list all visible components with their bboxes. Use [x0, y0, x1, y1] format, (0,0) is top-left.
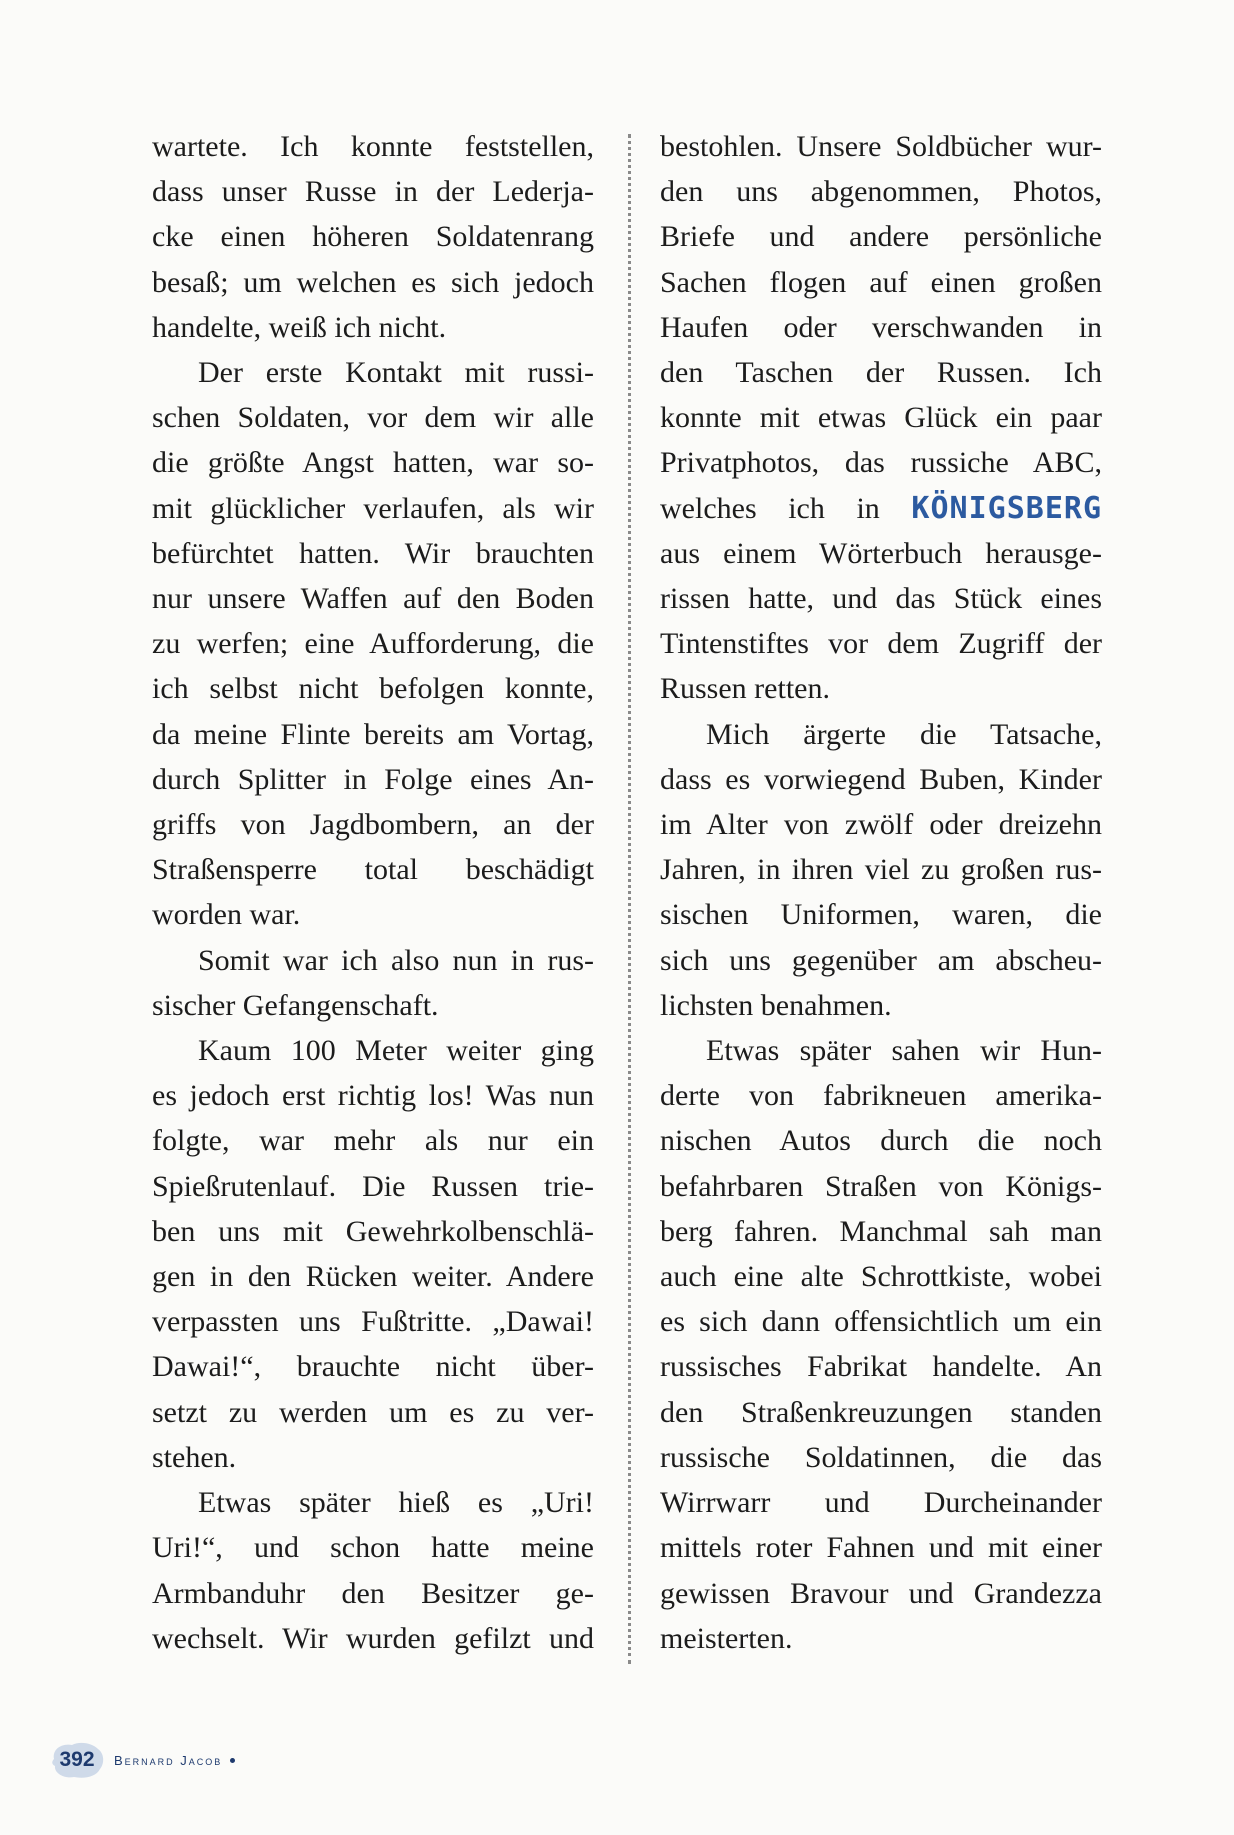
text-line: den Straßenkreuzungen standen	[660, 1395, 1102, 1429]
text-line: meisterten.	[660, 1621, 793, 1655]
text-line: sischer Gefangenschaft.	[152, 988, 439, 1022]
text-line: bestohlen. Unsere Soldbücher wur-	[660, 130, 1102, 163]
text-line: es sich dann offensichtlich um ein	[660, 1305, 1102, 1339]
text-line: Privatphotos, das russiche ABC,	[660, 446, 1102, 480]
text-line: Wirrwarr und Durcheinander	[660, 1486, 1102, 1520]
text-line: auch eine alte Schrottkiste, wobei	[660, 1260, 1102, 1294]
text-line: sischen Uniformen, waren, die	[660, 898, 1102, 932]
text-line: Dawai!“, brauchte nicht über-	[152, 1350, 594, 1384]
text-line: wechselt. Wir wurden gefilzt und	[152, 1621, 594, 1655]
text-line: derte von fabrikneuen amerika-	[660, 1079, 1102, 1113]
text-line: ich selbst nicht befolgen konnte,	[152, 672, 594, 706]
text-line: Mich ärgerte die Tatsache,	[706, 717, 1102, 751]
text-line: aus einem Wörterbuch herausge-	[660, 536, 1102, 570]
text-line: den uns abgenommen, Photos,	[660, 175, 1102, 209]
text-line: Uri!“, und schon hatte meine	[152, 1531, 594, 1565]
text-line: die größte Angst hatten, war so-	[152, 446, 594, 480]
text-line: Armbanduhr den Besitzer ge-	[152, 1576, 594, 1610]
text-line: griffs von Jagdbombern, an der	[152, 808, 594, 842]
text-line: gewissen Bravour und Grandezza	[660, 1576, 1102, 1610]
text-line: zu werfen; eine Aufforderung, die	[152, 627, 594, 661]
text-line: worden war.	[152, 898, 301, 932]
page-number-badge	[48, 1739, 106, 1781]
text-line: wartete. Ich konnte feststellen,	[152, 130, 594, 163]
text-line: nur unsere Waffen auf den Boden	[152, 582, 594, 616]
bullet-icon	[230, 1758, 235, 1763]
text-line: Etwas später sahen wir Hun-	[706, 1034, 1102, 1068]
text-line: sich uns gegenüber am abscheu-	[660, 943, 1102, 977]
text-line: durch Splitter in Folge eines An-	[152, 762, 594, 796]
text-line: cke einen höheren Soldatenrang	[152, 220, 594, 254]
highlighted-term: KÖNIGSBERG	[911, 490, 1103, 526]
text-line: folgte, war mehr als nur ein	[152, 1124, 594, 1158]
text-line: Russen retten.	[660, 672, 830, 706]
text-line: berg fahren. Manchmal sah man	[660, 1214, 1102, 1248]
text-line: ben uns mit Gewehrkolbenschlä-	[152, 1214, 594, 1248]
text-line: da meine Flinte bereits am Vortag,	[152, 717, 594, 751]
text-line: Briefe und andere persönliche	[660, 220, 1102, 254]
text-segment: welches ich in	[660, 491, 880, 525]
text-line	[660, 486, 1102, 531]
page-number: 392	[59, 1748, 95, 1771]
text-line: besaß; um welchen es sich jedoch	[152, 265, 594, 299]
text-line: Jahren, in ihren viel zu großen rus-	[660, 853, 1102, 887]
text-line: dass unser Russe in der Lederja-	[152, 175, 594, 209]
page-footer	[48, 1740, 235, 1780]
column-divider	[628, 134, 631, 1664]
text-line: gen in den Rücken weiter. Andere	[152, 1260, 594, 1294]
text-line: russische Soldatinnen, die das	[660, 1440, 1102, 1474]
author-name: Bernard Jacob	[114, 1752, 223, 1768]
text-line: schen Soldaten, vor dem wir alle	[152, 401, 594, 435]
text-line: Somit war ich also nun in rus-	[198, 943, 594, 977]
text-line: Der erste Kontakt mit russi-	[198, 356, 594, 390]
text-line: es jedoch erst richtig los! Was nun	[152, 1079, 594, 1113]
text-line: rissen hatte, und das Stück eines	[660, 582, 1102, 616]
text-line: handelte, weiß ich nicht.	[152, 310, 447, 344]
text-line: mittels roter Fahnen und mit einer	[660, 1531, 1102, 1565]
left-column	[152, 124, 594, 1661]
text-line: dass es vorwiegend Buben, Kinder	[660, 762, 1102, 796]
text-line: im Alter von zwölf oder dreizehn	[660, 808, 1102, 842]
text-line: Etwas später hieß es „Uri!	[198, 1486, 594, 1520]
text-line: russisches Fabrikat handelte. An	[660, 1350, 1102, 1384]
text-line: Haufen oder verschwanden in	[660, 310, 1102, 344]
text-line: verpassten uns Fußtritte. „Dawai!	[152, 1305, 594, 1339]
text-line: setzt zu werden um es zu ver-	[152, 1395, 594, 1429]
text-line: stehen.	[152, 1440, 237, 1474]
text-line: Spießrutenlauf. Die Russen trie-	[152, 1169, 594, 1203]
right-column	[660, 124, 1102, 1661]
text-line: befahrbaren Straßen von Königs-	[660, 1169, 1102, 1203]
text-line: lichsten benahmen.	[660, 988, 892, 1022]
text-line: nischen Autos durch die noch	[660, 1124, 1102, 1158]
text-line: Sachen flogen auf einen großen	[660, 265, 1102, 299]
text-line: konnte mit etwas Glück ein paar	[660, 401, 1102, 435]
text-line: Tintenstiftes vor dem Zugriff der	[660, 627, 1102, 661]
text-line: Kaum 100 Meter weiter ging	[198, 1034, 594, 1068]
text-line: befürchtet hatten. Wir brauchten	[152, 536, 594, 570]
text-line: Straßensperre total beschädigt	[152, 853, 594, 887]
text-line: mit glücklicher verlaufen, als wir	[152, 491, 594, 525]
text-line: den Taschen der Russen. Ich	[660, 356, 1102, 390]
